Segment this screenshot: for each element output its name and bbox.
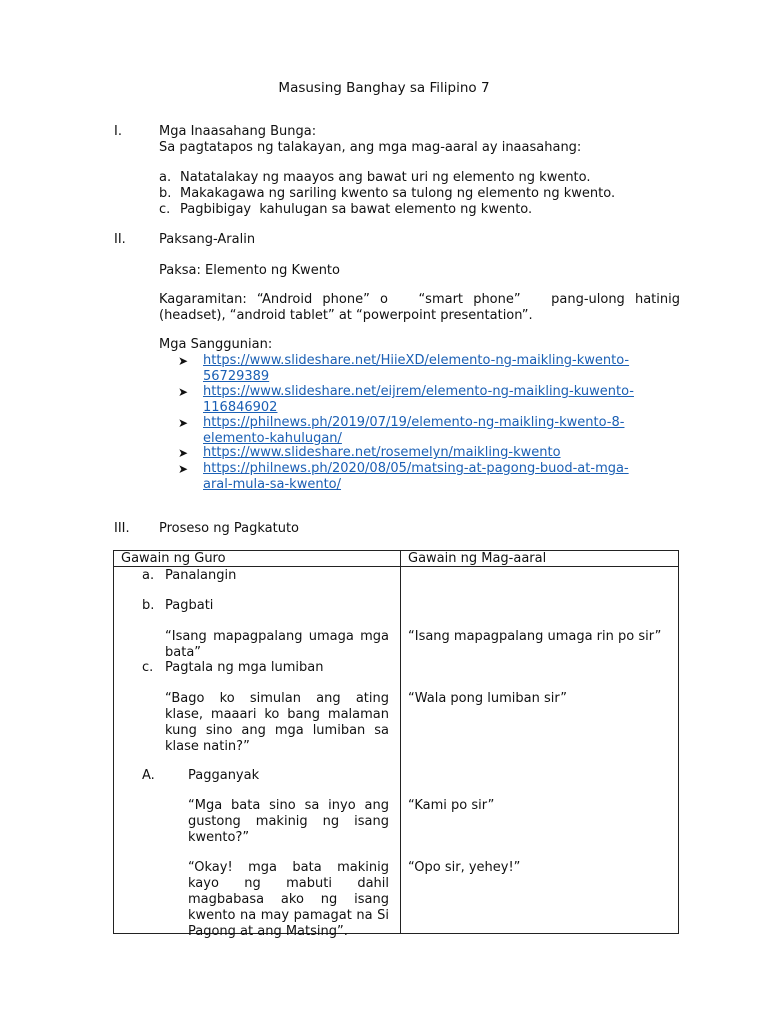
section-2-heading: Paksang-Aralin [159, 232, 256, 247]
objective-text: Natatalakay ng maayos ang bawat uri ng elemento ng kwento. [180, 170, 591, 185]
reference-link[interactable]: https://www.slideshare.net/rosemelyn/maikling-kwento [203, 445, 561, 460]
item-label: c. [142, 660, 154, 675]
objective-label: c. [159, 202, 171, 217]
reference-item [178, 415, 683, 447]
pagtala-text: Pagtala ng mga lumiban [165, 660, 324, 675]
guro-cell [114, 567, 401, 939]
header-gawain-magaaral: Gawain ng Mag-aaral [401, 551, 679, 567]
table-row [114, 567, 679, 934]
item-label: b. [142, 598, 155, 613]
section-1-intro: Sa pagtatapos ng talakayan, ang mga mag-aaral ay inaasahang: [159, 140, 582, 155]
objective-label: a. [159, 170, 172, 185]
pagganyak-quote-2: “Okay! mga bata makinig kayo ng mabuti dahil magbabasa ako ng isang kwento na may pamagat na Si Pagong at ang Matsing”. [188, 860, 389, 939]
reference-item [178, 445, 683, 461]
paksa-line: Paksa: Elemento ng Kwento [159, 263, 340, 278]
reference-link[interactable]: https://www.slideshare.net/eijrem/elemento-ng-maikling-kuwento- 116846902 [203, 384, 634, 415]
pagganyak-text: Pagganyak [188, 768, 260, 783]
pagbati-text: Pagbati [165, 598, 214, 613]
objective-item [159, 186, 615, 202]
objective-label: b. [159, 186, 172, 201]
reference-link[interactable]: https://www.slideshare.net/HiieXD/elemento-ng-maikling-kwento- 56729389 [203, 353, 630, 384]
process-table [113, 550, 679, 939]
panalangin-text: Panalangin [165, 568, 237, 583]
table-header-row [114, 551, 679, 567]
response-text: “Opo sir, yehey!” [408, 860, 521, 875]
arrow-bullet-icon: ➤ [178, 385, 189, 399]
arrow-bullet-icon: ➤ [178, 446, 189, 460]
sanggunian-heading: Mga Sanggunian: [159, 337, 273, 352]
item-label: a. [142, 568, 155, 583]
reference-item [178, 353, 683, 385]
reference-link[interactable]: https://philnews.ph/2019/07/19/elemento-ng-maikling-kwento-8- elemento-kahulugan/ [203, 415, 625, 446]
reference-item [178, 461, 683, 493]
objective-text: Pagbibigay kahulugan sa bawat elemento ng kwento. [180, 202, 533, 217]
pagganyak-quote-1: “Mga bata sino sa inyo ang gustong makinig ng isang kwento?” [188, 798, 389, 845]
response-text: “Isang mapagpalang umaga rin po sir” [408, 629, 662, 644]
page-title: Masusing Banghay sa Filipino 7 [278, 80, 490, 96]
reference-link[interactable]: https://philnews.ph/2020/08/05/matsing-at-pagong-buod-at-mga- aral-mula-sa-kwento/ [203, 461, 629, 492]
arrow-bullet-icon: ➤ [178, 416, 189, 430]
reference-item [178, 384, 683, 416]
pagtala-quote: “Bago ko simulan ang ating klase, maaari ko bang malaman kung sino ang mga lumiban sa klase natin?” [165, 691, 389, 754]
section-2-number: II. [114, 232, 126, 247]
objective-item [159, 170, 591, 186]
kagamitan-line-2: (headset), “android tablet” at “powerpoint presentation”. [159, 308, 533, 323]
arrow-bullet-icon: ➤ [178, 354, 189, 368]
magaaral-cell [401, 567, 679, 934]
section-1-number: I. [114, 124, 122, 139]
objective-item [159, 202, 532, 218]
header-gawain-guro: Gawain ng Guro [114, 551, 401, 567]
arrow-bullet-icon: ➤ [178, 462, 189, 476]
objective-text: Makakagawa ng sariling kwento sa tulong ng elemento ng kwento. [180, 186, 616, 201]
section-3-heading: Proseso ng Pagkatuto [159, 521, 300, 536]
response-text: “Wala pong lumiban sir” [408, 691, 567, 706]
pagbati-quote: “Isang mapagpalang umaga mga bata” [165, 629, 389, 660]
response-text: “Kami po sir” [408, 798, 495, 813]
section-3-number: III. [114, 521, 130, 536]
section-1-heading: Mga Inaasahang Bunga: [159, 124, 317, 139]
item-label: A. [142, 768, 155, 783]
kagamitan-line-1: Kagaramitan: “Android phone” o “smart phone” pang-ulong hatinig [159, 292, 680, 307]
